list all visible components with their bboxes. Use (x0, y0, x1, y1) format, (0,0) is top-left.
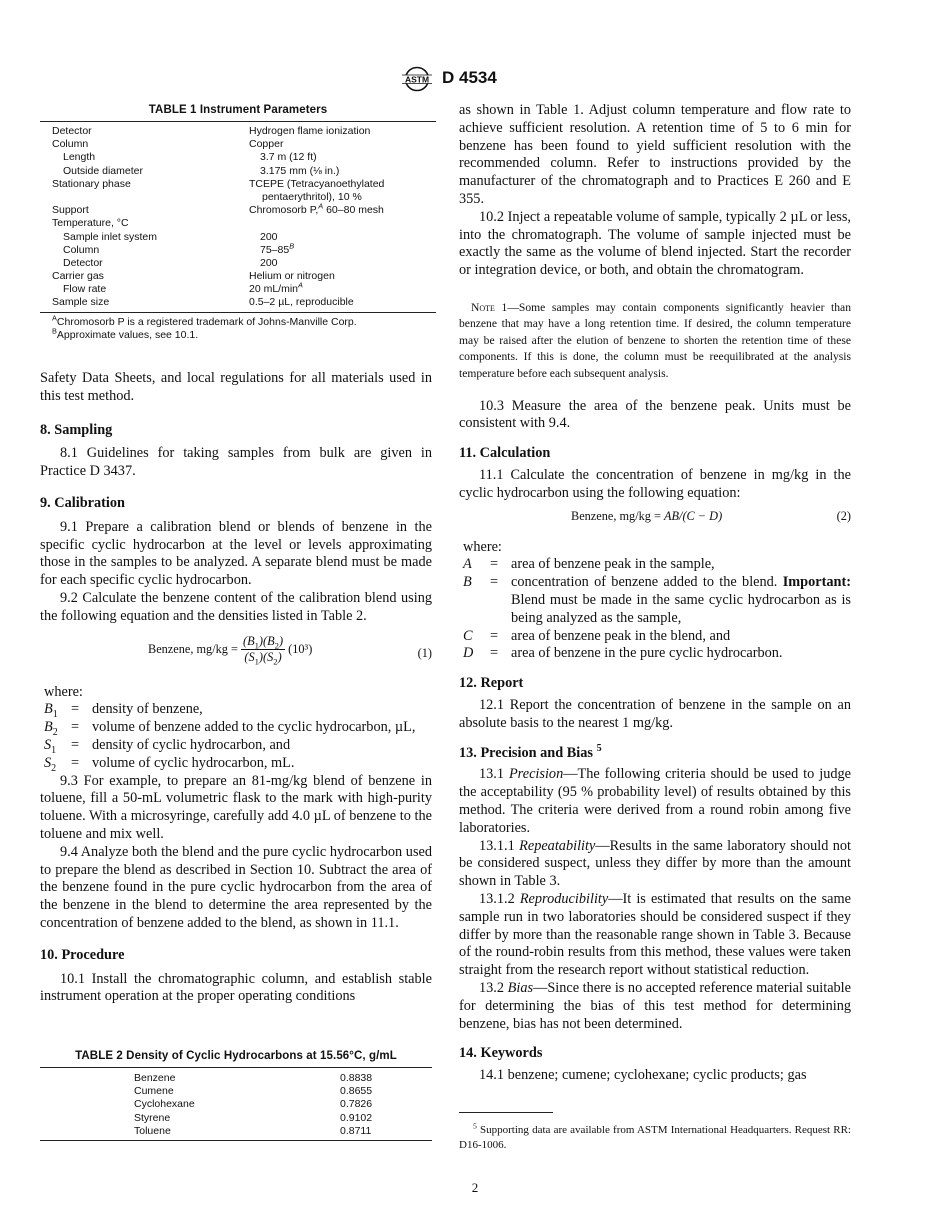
right-text-flow (459, 102, 851, 1085)
para-9-2: 9.2 Calculate the benzene content of the calibration blend using the following equation and the densities listed in Table 2. (40, 589, 432, 624)
table-2-name: Toluene (134, 1124, 171, 1137)
table-2-row (40, 1125, 432, 1138)
definitions-2 (459, 556, 851, 663)
table-1-param: Flow rate (63, 283, 107, 296)
para-9-1: 9.1 Prepare a calibration blend or blends of benzene in the specific cyclic hydrocarbon at the level or levels approximating those in the samples to be analyzed. A separate blend must be made for each specific cyclic hydrocarbon. (40, 518, 432, 589)
definition-symbol: D (463, 645, 474, 662)
page-number: 2 (471, 1180, 479, 1195)
table-1-value: 200 (260, 230, 278, 243)
para-10-2: 10.2 Inject a repeatable volume of sample, typically 2 µL or less, into the chromatograph. The volume of sample injected must be exactly the same as the volume of blend injected. Start the recorder or integration device, or both, and obtain the chromatogram. (459, 208, 851, 279)
table-1-param: Sample inlet system (63, 230, 157, 243)
definition-text: volume of cyclic hydrocarbon, mL. (92, 754, 295, 771)
table-1-value: pentaerythritol), 10 % (262, 190, 362, 203)
table-2-value: 0.9102 (340, 1111, 373, 1124)
definition-symbol: $S_2$ (44, 754, 57, 774)
astm-logo (398, 66, 436, 92)
page-header (0, 66, 950, 92)
table-2-row (40, 1072, 432, 1085)
table-1-param: Sample size (52, 296, 110, 309)
table-1-body (40, 125, 436, 310)
para-13-1: 13.1 Precision—The following criteria should be used to judge the acceptability (95 % probability level) of results obtained by this method. The criteria were derived from a round robin among five laboratories. (459, 766, 851, 836)
table-2-value: 0.8838 (340, 1072, 373, 1084)
para-10-1: 10.1 Install the chromatographic column, and establish stable instrument operation at the proper operating conditions (40, 970, 432, 1005)
equation-1-number: (1) (417, 645, 432, 660)
equation-2-expression (571, 509, 722, 524)
table-1-value: 3.175 mm (⅛ in.) (260, 164, 340, 177)
note-1 (459, 300, 851, 383)
para-13-1-2: 13.1.2 Reproducibility—It is estimated that results on the same sample run in two laboratories should be considered suspect if they differ by more than the reasonable range shown in Table 3. Because of the round-robin results from this method, these values were taken straight from the research report without statistical reduction. (459, 890, 851, 979)
table-1-row (40, 138, 436, 151)
table-1 (40, 104, 436, 342)
para-13-2: 13.2 Bias—Since there is no accepted reference material suitable for determining the bias of this test method for determining benzene, bias has not been determined. (459, 979, 852, 1032)
definition-row: B = concentration of benzene added to the blend. Important: Blend must be made in the same cyclic hydrocarbon as is being analyzed as the sample, (463, 574, 852, 626)
table-2-value: 0.8655 (340, 1085, 373, 1098)
equation-2-lhs: Benzene, mg/kg = (571, 508, 664, 523)
table-1-param: Support (52, 204, 89, 217)
para-14-1: 14.1 benzene; cumene; cyclohexane; cyclic products; gas (479, 1067, 807, 1084)
table-2-name: Benzene (134, 1072, 176, 1084)
table-1-row (40, 178, 436, 191)
where-label: where: (44, 683, 83, 700)
section-12-heading: 12. Report (459, 675, 524, 692)
table-1-param: Temperature, °C (52, 217, 129, 230)
definition-symbol: $S_1$ (44, 736, 57, 756)
table-1-value: Chromosorb P,$^A$ 60–80 mesh (249, 201, 384, 217)
definition-text: density of benzene, (92, 701, 203, 718)
table-2-value: 0.8711 (340, 1124, 372, 1137)
section-9-heading: 9. Calibration (40, 494, 125, 511)
document-designation: D 4534 (442, 68, 497, 87)
table-rule (40, 1140, 432, 1141)
table-1-value: 0.5–2 µL, reproducible (249, 296, 354, 309)
where-list-2 (459, 539, 851, 664)
table-1-value: Hydrogen flame ionization (249, 125, 371, 137)
table-1-row (40, 125, 436, 138)
section-10-heading: 10. Procedure (40, 946, 125, 963)
para-13-1-1: 13.1.1 Repeatability—Results in the same laboratory should not be considered suspect, unless they differ by more than the amount shown in Table 3. (459, 837, 851, 890)
definition-row: $S_1$ = density of cyclic hydrocarbon, and (40, 737, 432, 755)
table-1-param: Stationary phase (52, 177, 131, 190)
section-13-heading: 13. Precision and Bias $^5$ (459, 742, 602, 761)
equation-1-factor: (10³) (288, 641, 313, 656)
definition-symbol: C (463, 627, 473, 644)
footnote-area (459, 1112, 851, 1152)
table-1-value: TCEPE (Tetracyanoethylated (249, 177, 385, 190)
para-10-3: 10.3 Measure the area of the benzene peak. Units must be consistent with 9.4. (459, 397, 851, 432)
section-8-heading: 8. Sampling (40, 421, 113, 438)
equation-2-rhs: AB/(C − D) (664, 508, 723, 523)
table-1-param: Column (63, 243, 100, 256)
table-1-row (40, 231, 436, 244)
definition-symbol: B (463, 574, 472, 591)
table-1-value: 200 (260, 256, 278, 269)
table-1-row (40, 241, 436, 257)
equation-1 (40, 634, 432, 674)
equation-2 (459, 509, 851, 527)
note-1-text: —Some samples may contain components significantly heavier than benzene that may have a long retention time. If desired, the column temperature may be raised after the elution of benzene to shorten the retention time of these components. If this is done, the column must be reequilibrated at the analysis temperature before each subsequent analysis. (459, 300, 851, 380)
table-1-param: Outside diameter (63, 164, 143, 177)
svg-text:ASTM: ASTM (404, 74, 430, 85)
table-2-name: Cyclohexane (134, 1098, 195, 1111)
para-11-1: 11.1 Calculate the concentration of benzene in mg/kg in the cyclic hydrocarbon using the following equation: (459, 467, 851, 501)
table-2-name: Styrene (134, 1111, 171, 1124)
table-1-row (40, 151, 436, 164)
definition-row: C = area of benzene peak in the blend, and (459, 628, 851, 646)
table-1-row (40, 165, 436, 178)
table-1-value: $75-85^B$ (260, 241, 295, 256)
definition-row: $S_2$ = volume of cyclic hydrocarbon, mL. (40, 755, 432, 773)
definition-row: D = area of benzene in the pure cyclic hydrocarbon. (459, 645, 851, 663)
definition-text: density of cyclic hydrocarbon, and (92, 736, 291, 753)
definition-text: area of benzene in the pure cyclic hydrocarbon. (511, 645, 783, 662)
table-1-value: 20 $mL/\min^A$ (249, 280, 303, 296)
table-1-row (40, 296, 436, 309)
table-1-title: TABLE 1 Instrument Parameters (148, 104, 328, 116)
definition-row: $B_2$ = volume of benzene added to the cyclic hydrocarbon, µL, (40, 719, 432, 737)
definition-symbol: A (463, 556, 472, 573)
table-1-row (40, 191, 436, 204)
table-1-param: Column (52, 138, 89, 151)
table-1-value: 3.7 m (12 ft) (260, 151, 317, 164)
where-list-1 (40, 684, 432, 773)
table-2-row (40, 1112, 432, 1125)
table-2-name: Cumene (134, 1085, 174, 1098)
table-1-footnote-b: $^B$Approximate values, see 10.1. (52, 326, 199, 341)
para-10-1-continued: as shown in Table 1. Adjust column temperature and flow rate to achieve sufficient resolution. A retention time of 5 to 6 min for benzene has been found to yield sufficient resolution with the recommended column. Refer to instructions provided by the manufacturer of the chromatograph and to Practices E 260 and E 355. (459, 102, 851, 207)
table-1-value: Helium or nitrogen (249, 270, 335, 283)
table-2-row (40, 1098, 432, 1111)
equation-1-fraction: $\frac{(B_1)(B_2)}{(S_1)(S_2)}$ (243, 633, 284, 667)
table-2-title: TABLE 2 Density of Cyclic Hydrocarbons at 15.56°C, g/mL (75, 1050, 397, 1062)
where-label: where: (463, 538, 502, 555)
table-1-param: Length (63, 151, 96, 164)
definition-row: $B_1$ = density of benzene, (40, 701, 432, 719)
table-2 (40, 1050, 432, 1141)
definition-text: area of benzene peak in the sample, (511, 556, 715, 573)
equation-2-number: (2) (836, 508, 851, 523)
safety-continuation: Safety Data Sheets, and local regulations for all materials used in this test method. (40, 370, 432, 404)
definition-text: area of benzene peak in the blend, and (511, 627, 731, 644)
left-text-flow (40, 370, 432, 1006)
table-1-row (40, 280, 436, 296)
para-12-1: 12.1 Report the concentration of benzene in the sample on an absolute basis to the nearest 1 mg/kg. (459, 697, 851, 731)
definition-symbol: $B_1$ (44, 701, 58, 721)
para-8-1: 8.1 Guidelines for taking samples from bulk are given in Practice D 3437. (40, 445, 432, 480)
definitions-1 (40, 701, 432, 772)
table-2-value: 0.7826 (340, 1098, 373, 1111)
table-2-body (40, 1072, 432, 1138)
definition-text: volume of benzene added to the cyclic hydrocarbon, µL, (92, 719, 416, 736)
note-1-label: Note 1 (471, 300, 508, 314)
table-1-footnote-a: $^A$Chromosorb P is a registered trademark of Johns-Manville Corp. (52, 313, 357, 328)
definition-symbol: $B_2$ (44, 719, 58, 739)
section-14-heading: 14. Keywords (459, 1045, 543, 1062)
table-1-param: Carrier gas (52, 270, 104, 283)
section-11-heading: 11. Calculation (459, 445, 551, 462)
table-1-param: Detector (52, 125, 92, 137)
table-2-row (40, 1085, 432, 1098)
footnote-5-ref: 5 (596, 742, 602, 754)
table-1-row (40, 270, 436, 283)
equation-1-lhs: Benzene, mg/kg = (148, 641, 238, 656)
table-1-row (40, 201, 436, 217)
table-1-row (40, 217, 436, 230)
table-1-value: Copper (249, 138, 284, 151)
para-9-4: 9.4 Analyze both the blend and the pure cyclic hydrocarbon used to prepare the blend as described in Section 10. Subtract the area of the benzene found in the pure cyclic hydrocarbon from the area of the benzene in the blend to determine the area represented by the concentration of benzene added to the blend, as shown in 11.1. (40, 843, 432, 931)
para-9-3: 9.3 For example, to prepare an 81-mg/kg blend of benzene in toluene, fill a 50-mL volumetric flask to the mark with high-purity toluene. With a microsyringe, carefully add 4.0 µL of benzene to the toluene and mix well. (40, 772, 432, 842)
definition-row: A = area of benzene peak in the sample, (459, 556, 851, 574)
footnote-5: $^5$ Supporting data are available from ASTM International Headquarters. Request RR: D16-1006. (459, 1121, 851, 1151)
table-1-param: Detector (63, 256, 103, 269)
table-1-row (40, 257, 436, 270)
definition-text: concentration of benzene added to the blend. Important: Blend must be made in the same cyclic hydrocarbon as is being analyzed as the sample, (511, 574, 852, 626)
